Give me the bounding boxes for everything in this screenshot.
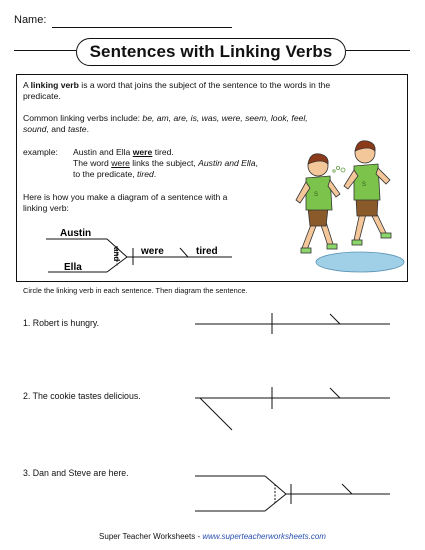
page-title: Sentences with Linking Verbs [89,42,333,61]
common-verb-taste: taste [67,124,87,134]
example-label: example: [23,147,58,157]
question-1-diagram[interactable] [195,313,390,334]
example-verb: were [132,147,153,157]
footer-site-link[interactable]: www.superteacherworksheets.com [202,532,326,541]
explanation-verb: were [111,158,130,168]
diagram-subject-top: Austin [60,228,92,239]
definition-line-2: predicate. [23,91,61,101]
howto-line-2: linking verb: [23,203,69,213]
common-verb-sound: sound [23,124,47,134]
diagram-predicate: tired [196,246,218,257]
question-1: 1. Robert is hungry. [23,318,100,328]
howto-line-1: Here is how you make a diagram of a sentence with a [23,192,228,202]
common-verbs-lead: Common linking verbs include: [23,113,143,123]
diagram-subject-bottom: Ella [64,262,82,273]
question-2-diagram[interactable] [195,387,390,430]
name-label: Name: [14,14,47,26]
question-3-diagram[interactable] [195,476,390,511]
explanation-subject: Austin and Ella [198,158,256,168]
definition-term: linking verb [30,80,79,90]
footer [0,532,425,541]
explanation-period: . [153,169,157,179]
example-subject: Austin and Ella [73,147,133,157]
question-3: 3. Dan and Steve are here. [23,468,129,478]
definition-text-rest: is a word that joins the subject of the sentence to the words in the [78,80,331,90]
question-2: 2. The cookie tastes delicious. [23,391,141,401]
common-verbs-list: be, am, are, is, was, were, seem, look, feel, [142,113,308,123]
diagram-conjunction: and [112,247,121,262]
explanation-text-3: to the predicate, [73,169,138,179]
footer-brand: Super Teacher Worksheets - [99,532,203,541]
explanation-predicate: tired [137,169,154,179]
common-verbs-and: , and [46,124,68,134]
explanation-comma: , [255,158,258,168]
definition-text: A [23,80,31,90]
explanation-text-2: links the subject, [129,158,199,168]
instructions: Circle the linking verb in each sentence. Then diagram the sentence. [23,286,248,295]
common-verbs-period: . [86,124,89,134]
diagram-verb: were [141,246,164,257]
explanation-text: The word [73,158,112,168]
example-predicate: tired. [152,147,174,157]
svg-text:S: S [314,192,319,198]
svg-text:S: S [362,182,367,188]
